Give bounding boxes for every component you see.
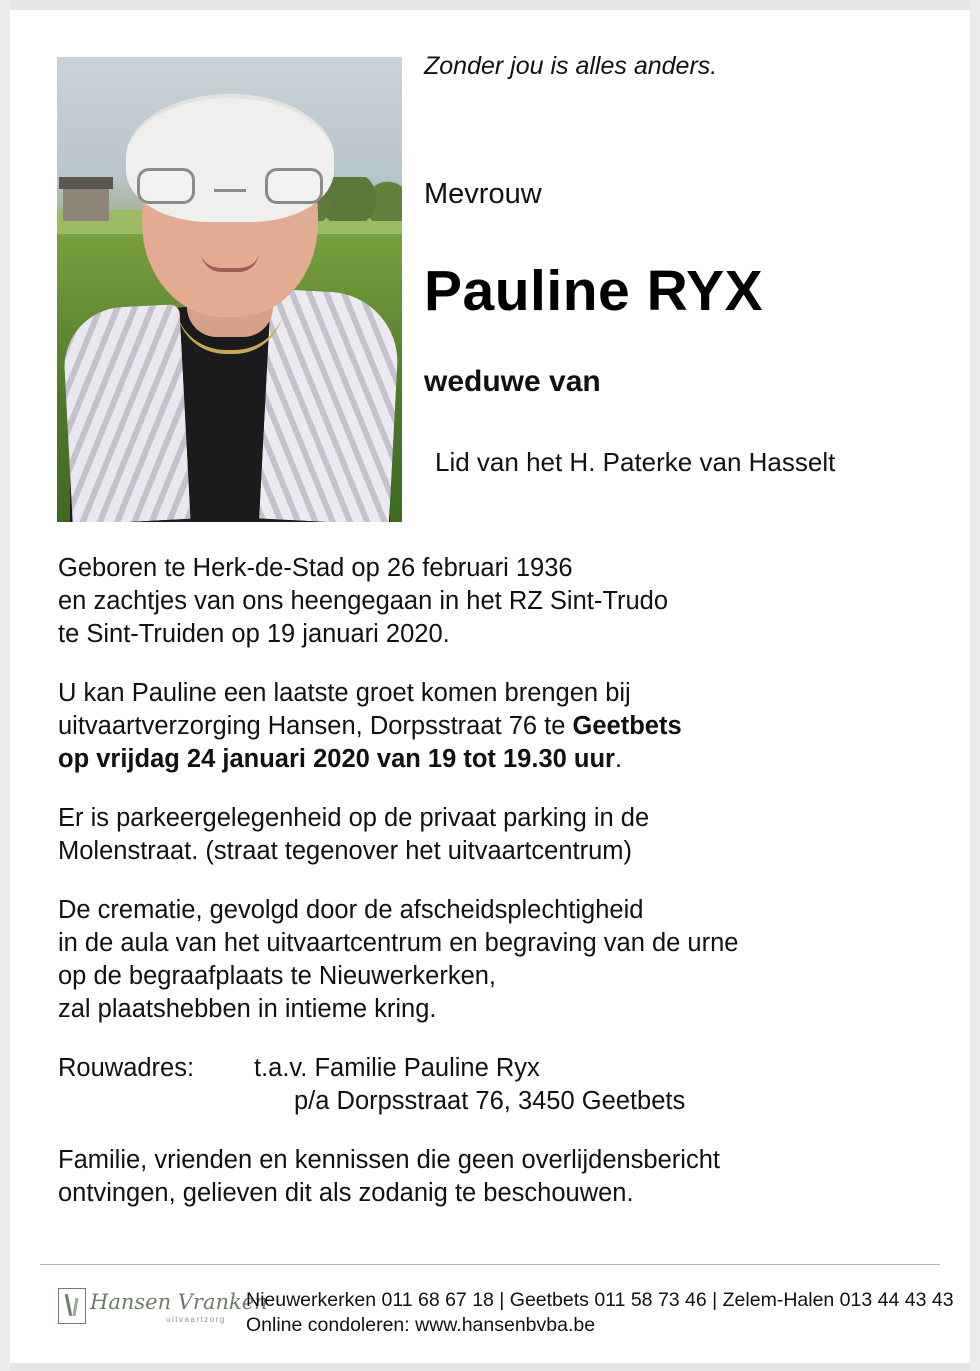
birth-death-line-3: te Sint-Truiden op 19 januari 2020. xyxy=(58,620,450,648)
visit-line-2-prefix: uitvaartverzorging Hansen, Dorpsstraat 76 te xyxy=(58,712,573,740)
paragraph-cremation xyxy=(58,894,938,1026)
page-bottom-edge xyxy=(0,1363,980,1371)
visit-datetime: op vrijdag 24 januari 2020 van 19 tot 19.30 uur xyxy=(58,745,615,773)
paragraph-visitation xyxy=(58,677,938,776)
paragraph-closing xyxy=(58,1144,938,1210)
parking-line-2: Molenstraat. (straat tegenover het uitvaartcentrum) xyxy=(58,837,633,865)
closing-line-1: Familie, vrienden en kennissen die geen overlijdensbericht xyxy=(58,1146,720,1174)
glasses-left-lens xyxy=(137,168,195,204)
visit-line-1: U kan Pauline een laatste groet komen brengen bij xyxy=(58,679,631,707)
mourning-address-line-1: t.a.v. Familie Pauline Ryx xyxy=(254,1054,540,1082)
footer-contact-line-2: Online condoleren: www.hansenbvba.be xyxy=(246,1314,596,1336)
memorial-quote: Zonder jou is alles anders. xyxy=(424,52,718,80)
page-left-edge xyxy=(0,0,10,1371)
membership-line: Lid van het H. Paterke van Hasselt xyxy=(435,447,836,477)
glasses-right-lens xyxy=(265,168,323,204)
birth-death-line-2: en zachtjes van ons heengegaan in het RZ Sint-Trudo xyxy=(58,587,669,615)
cremation-line-4: zal plaatshebben in intieme kring. xyxy=(58,995,437,1023)
mourning-address-label: Rouwadres: xyxy=(58,1054,195,1082)
memorial-body xyxy=(58,552,938,1236)
closing-line-2: ontvingen, gelieven dit als zodanig te beschouwen. xyxy=(58,1179,634,1207)
logo-mark-icon xyxy=(58,1288,86,1324)
paragraph-birth-death xyxy=(58,552,938,651)
salutation: Mevrouw xyxy=(424,178,542,210)
paragraph-parking xyxy=(58,802,938,868)
mourning-address-lines xyxy=(254,1052,938,1118)
portrait-photo xyxy=(57,57,402,522)
footer-divider xyxy=(40,1264,940,1265)
footer-contact-line-1: Nieuwerkerken 011 68 67 18 | Geetbets 011 58 73 46 | Zelem-Halen 013 44 43 43 xyxy=(246,1289,954,1311)
birth-death-line-1: Geboren te Herk-de-Stad op 26 februari 1936 xyxy=(58,554,573,582)
relation-label: weduwe van xyxy=(424,365,601,398)
page-top-edge xyxy=(0,0,980,10)
funeral-home-logo xyxy=(58,1286,268,1332)
visit-line-3-suffix: . xyxy=(614,745,623,773)
logo-wordmark: Hansen Vranken xyxy=(90,1290,268,1314)
mourning-address-block xyxy=(58,1052,938,1118)
person-shawl-right xyxy=(259,289,401,522)
footer-contact xyxy=(246,1288,954,1338)
visit-location: Geetbets xyxy=(572,712,682,740)
deceased-name: Pauline RYX xyxy=(424,259,764,323)
person-shawl-left xyxy=(61,304,190,522)
photo-person xyxy=(65,122,395,522)
cremation-line-1: De crematie, gevolgd door de afscheidsplechtigheid xyxy=(58,896,644,924)
mourning-address-line-2: p/a Dorpsstraat 76, 3450 Geetbets xyxy=(294,1087,686,1115)
parking-line-1: Er is parkeergelegenheid op de privaat parking in de xyxy=(58,804,650,832)
cremation-line-3: op de begraafplaats te Nieuwerkerken, xyxy=(58,962,497,990)
cremation-line-2: in de aula van het uitvaartcentrum en begraving van de urne xyxy=(58,929,739,957)
logo-subword: uitvaartzorg xyxy=(166,1315,226,1324)
glasses-bridge xyxy=(214,189,246,192)
page-right-edge xyxy=(970,0,980,1371)
